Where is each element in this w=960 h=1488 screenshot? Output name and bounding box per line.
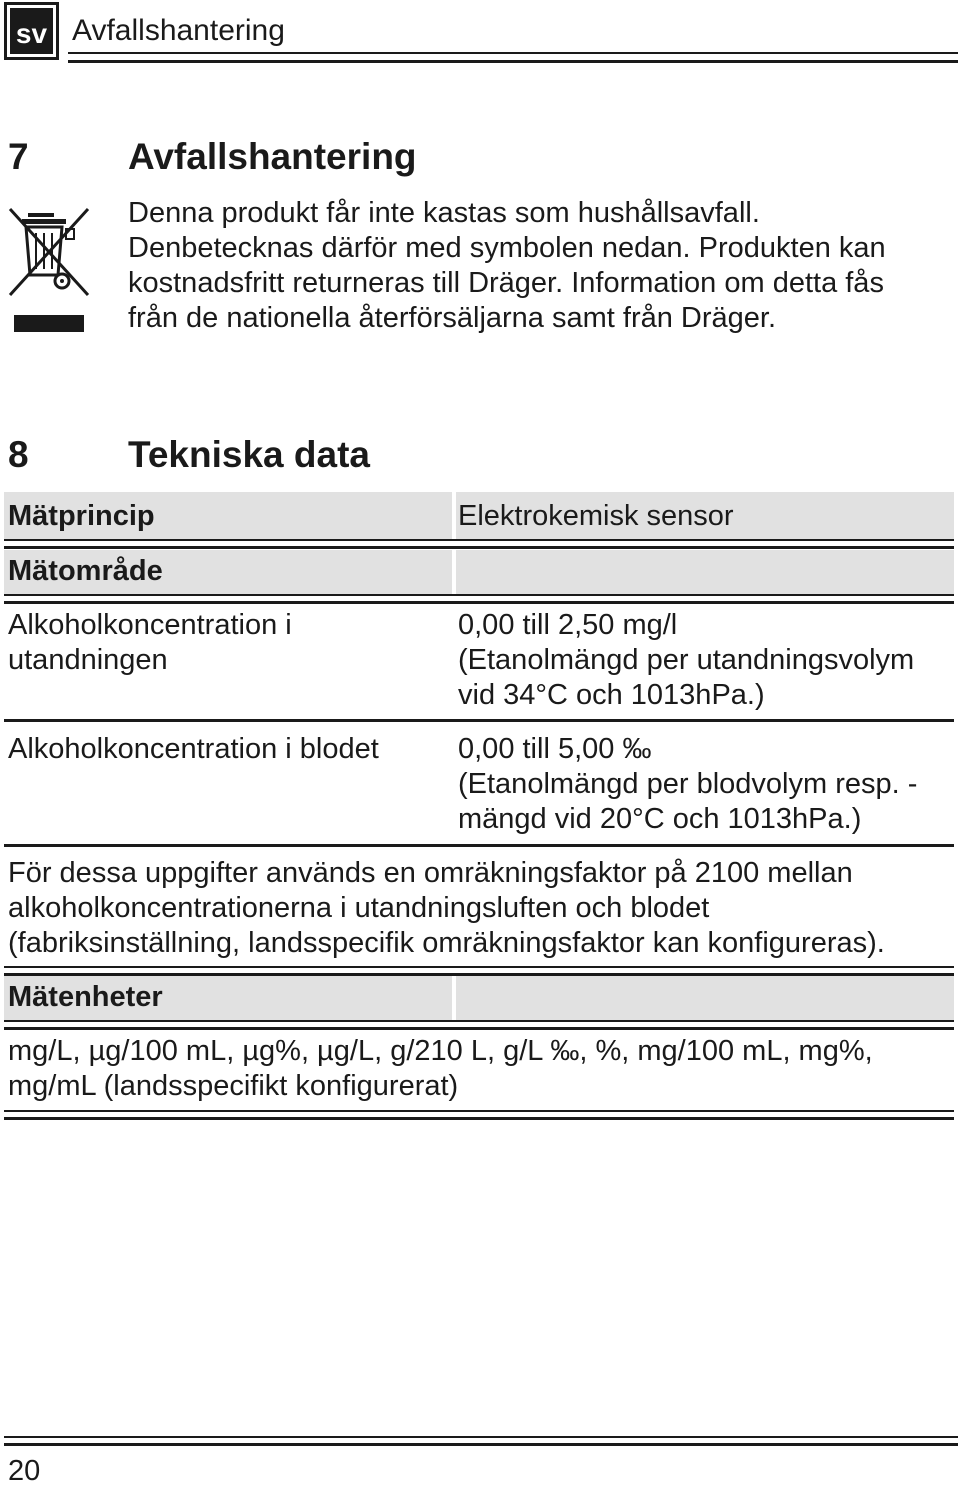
table-cell-bg <box>456 976 954 1022</box>
header-rule <box>68 52 958 63</box>
table-rule <box>4 1020 954 1030</box>
table-rule <box>4 844 954 847</box>
value-line: 0,00 till 5,00 ‰ <box>458 733 652 765</box>
language-code: sv <box>10 8 53 54</box>
running-header-title: Avfallshantering <box>72 14 285 47</box>
section-8-title: Tekniska data <box>128 434 370 475</box>
table-rule <box>4 966 954 976</box>
blood-alcohol-label: Alkoholkoncentration i blodet <box>8 733 379 765</box>
table-rule <box>4 719 954 722</box>
note-line: alkoholkoncentrationerna i utandningsluften och blodet <box>8 892 710 924</box>
paragraph-line: Denna produkt får inte kastas som hushållsavfall. <box>128 197 760 229</box>
paragraph-line: från de nationella återförsäljarna samt från Dräger. <box>128 302 777 334</box>
value-line: mängd vid 20°C och 1013hPa.) <box>458 803 862 835</box>
blood-alcohol-value <box>458 732 917 837</box>
units-label: Mätenheter <box>8 981 163 1013</box>
measuring-principle-value: Elektrokemisk sensor <box>458 500 734 532</box>
page-number: 20 <box>8 1455 41 1487</box>
section-7-number: 7 <box>8 136 29 177</box>
footer-rule <box>4 1436 958 1446</box>
note-line: (fabriksinställning, landsspecifik omräkningsfaktor kan konfigureras). <box>8 927 885 959</box>
value-line: 0,00 till 2,50 mg/l <box>458 609 678 641</box>
section-7-paragraph <box>128 196 886 336</box>
units-list <box>8 1034 873 1104</box>
value-line: (Etanolmängd per utandningsvolym <box>458 644 915 676</box>
breath-alcohol-value <box>458 608 914 713</box>
note-line: För dessa uppgifter används en omräkningsfaktor på 2100 mellan <box>8 857 853 889</box>
label-line: utandningen <box>8 644 168 676</box>
label-line: Alkoholkoncentration i <box>8 609 292 641</box>
units-line: mg/L, µg/100 mL, µg%, µg/L, g/210 L, g/L ‰, %, mg/100 mL, mg%, <box>8 1035 873 1067</box>
table-cell-bg <box>456 550 954 595</box>
table-rule <box>4 539 954 549</box>
language-badge <box>4 2 59 60</box>
units-line: mg/mL (landsspecifikt konfigurerat) <box>8 1070 459 1102</box>
breath-alcohol-label <box>8 608 292 678</box>
measuring-principle-label: Mätprincip <box>8 500 155 532</box>
value-line: (Etanolmängd per blodvolym resp. - <box>458 768 918 800</box>
weee-crossed-bin-icon <box>6 203 92 340</box>
section-8-number: 8 <box>8 434 29 475</box>
table-rule <box>4 594 954 604</box>
paragraph-line: kostnadsfritt returneras till Dräger. Information om detta fås <box>128 267 884 299</box>
measuring-range-label: Mätområde <box>8 555 163 587</box>
table-rule <box>4 1110 954 1120</box>
value-line: vid 34°C och 1013hPa.) <box>458 679 765 711</box>
paragraph-line: Denbetecknas därför med symbolen nedan. Produkten kan <box>128 232 886 264</box>
conversion-factor-note <box>8 856 885 961</box>
section-7-title: Avfallshantering <box>128 136 417 177</box>
